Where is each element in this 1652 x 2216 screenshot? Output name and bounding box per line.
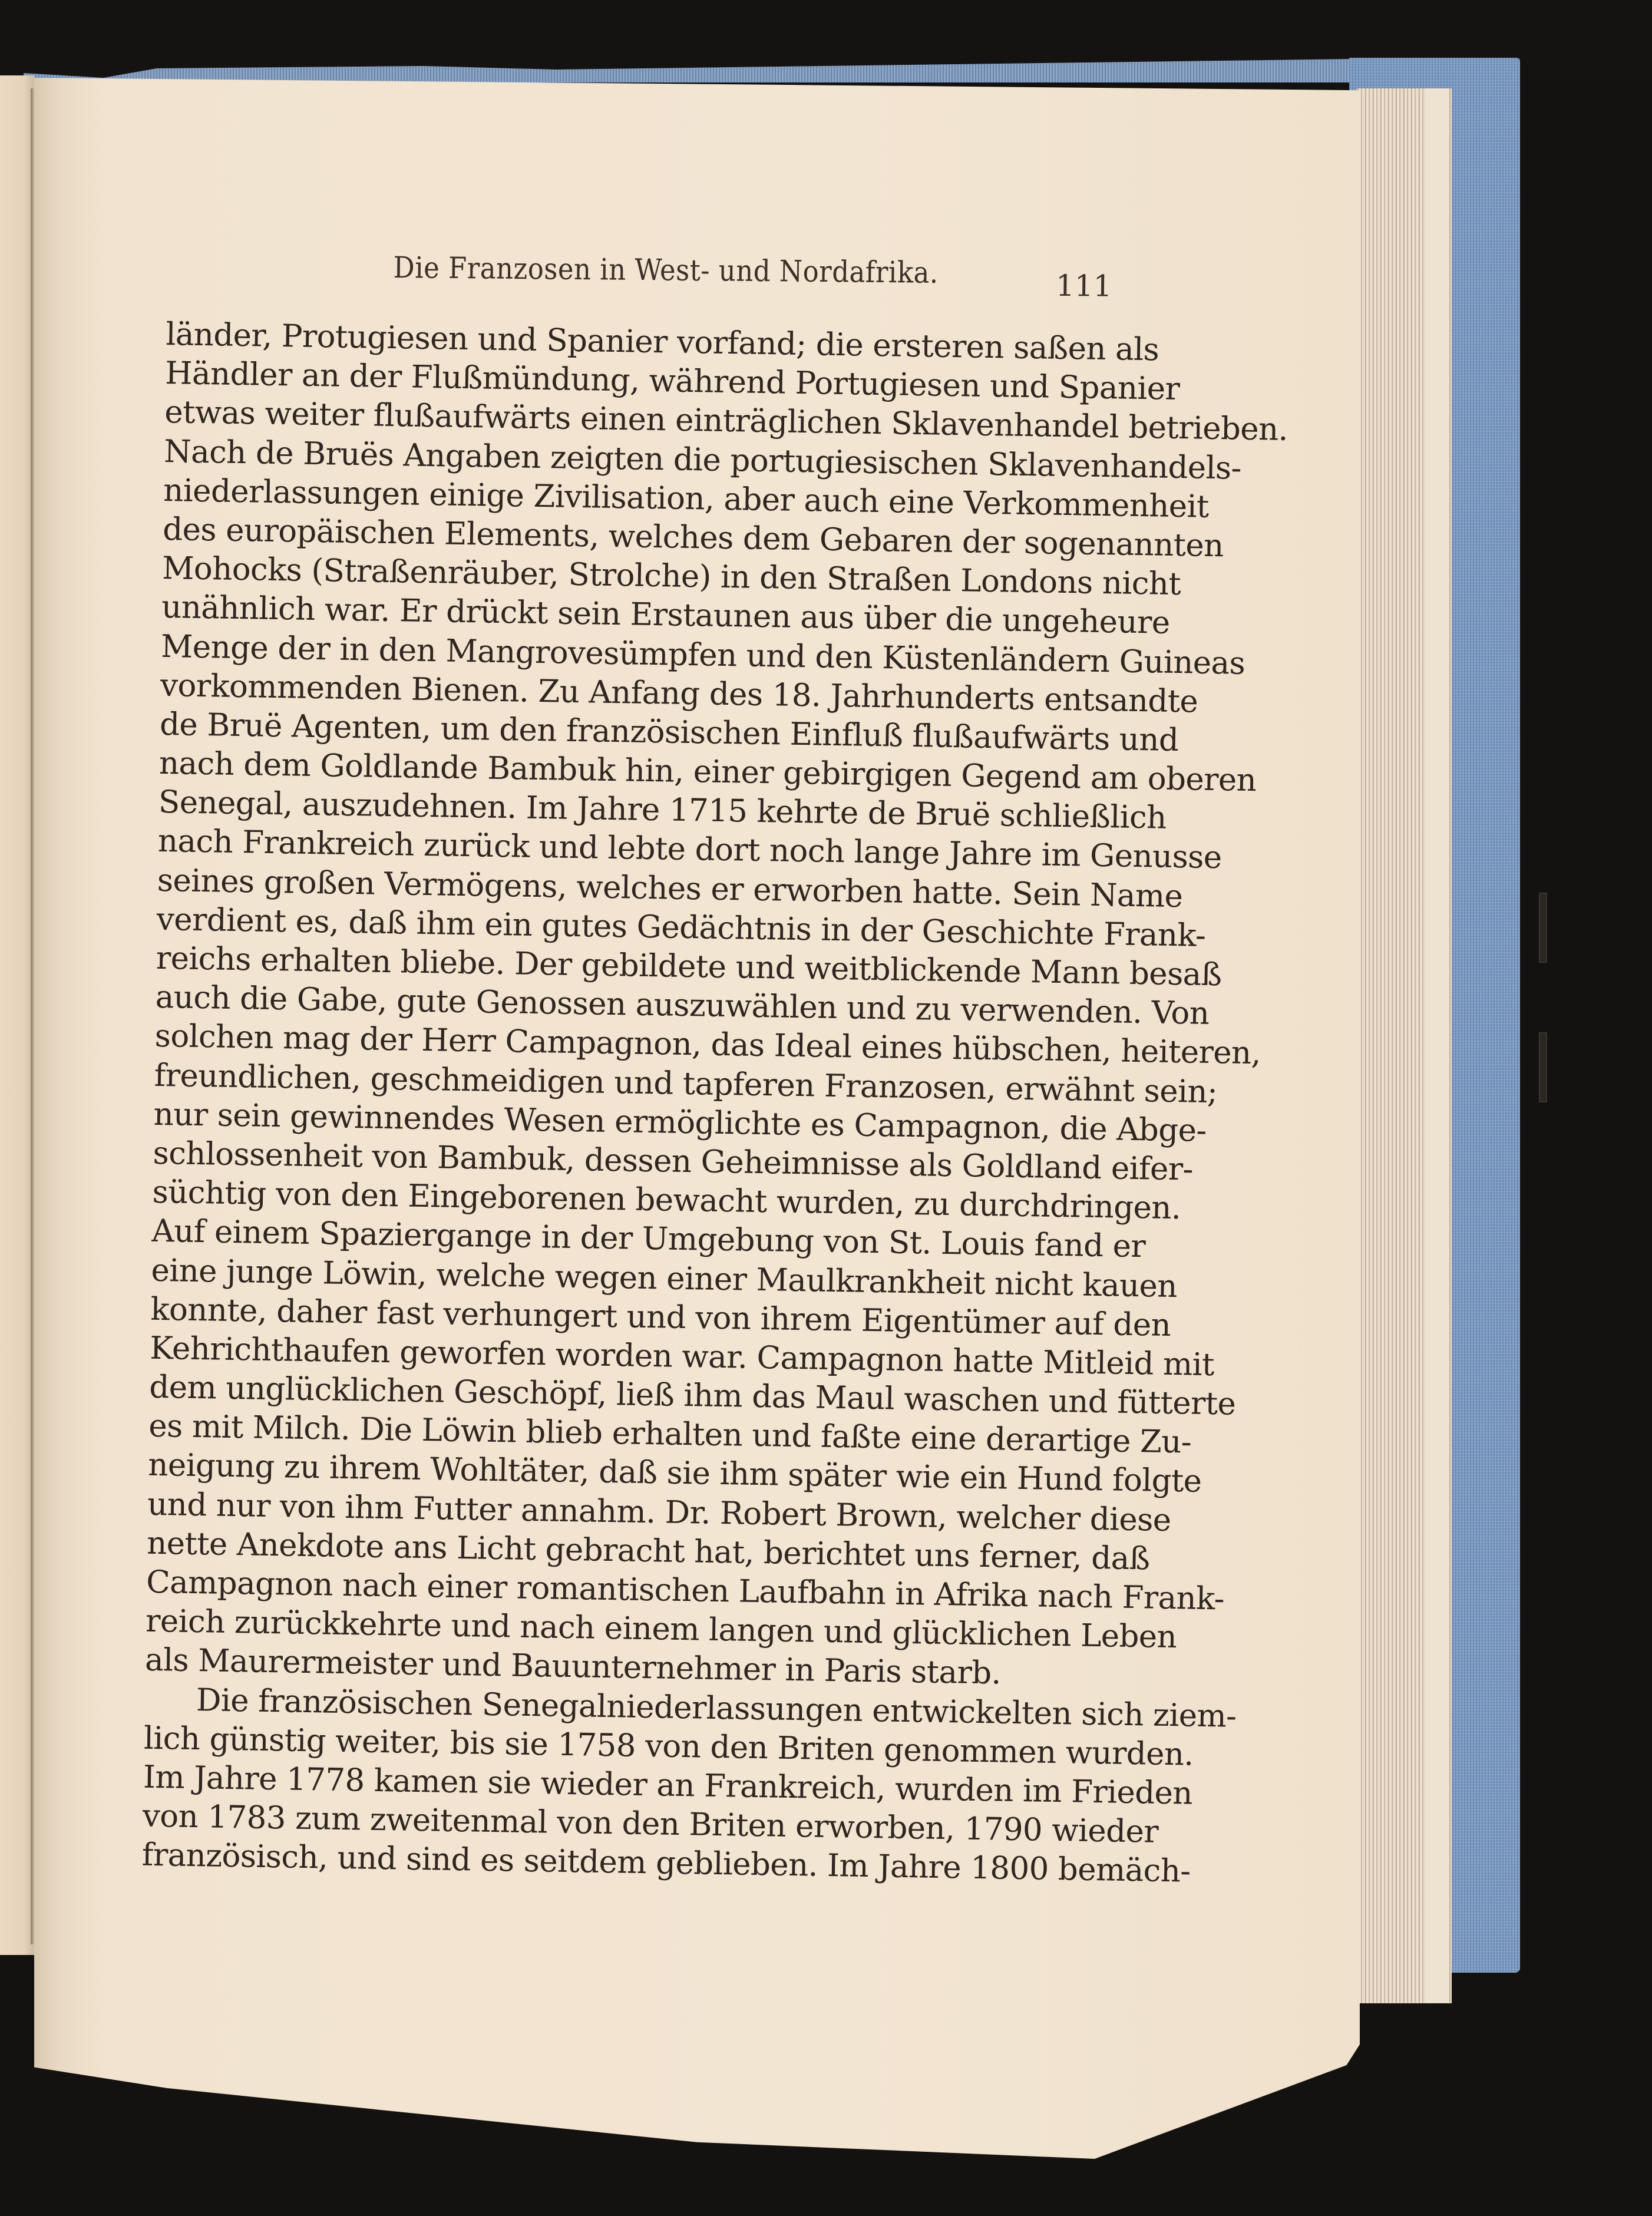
text-line: Menge der in den Mangrovesümpfen und den Küstenländern Guineas — [160, 628, 1245, 682]
page-number: 111 — [1055, 268, 1112, 303]
text-line: nur sein gewinnendes Wesen ermöglichte es Campagnon, die Abge- — [153, 1096, 1207, 1149]
text-line: eine junge Löwin, welche wegen einer Maulkrankheit nicht kauen — [151, 1252, 1178, 1304]
page-stack-outer-edge — [1426, 88, 1449, 2003]
text-line: freundlichen, geschmeidigen und tapferen Franzosen, erwähnt sein; — [154, 1057, 1218, 1110]
text-line: Im Jahre 1778 kamen sie wieder an Frankreich, wurden im Frieden — [143, 1759, 1193, 1812]
text-line: lich günstig weiter, bis sie 1758 von den Briten genommen wurden. — [143, 1720, 1194, 1773]
text-line: Nach de Bruës Angaben zeigten die portugiesischen Sklavenhandels- — [163, 433, 1242, 487]
text-line: niederlassungen einige Zivilisation, aber auch eine Verkommenheit — [163, 472, 1210, 525]
running-title: Die Franzosen in West- und Nordafrika. — [393, 250, 939, 290]
text-line: dem unglücklichen Geschöpf, ließ ihm das Maul waschen und fütterte — [148, 1369, 1236, 1422]
left-page-fragment — [0, 75, 34, 1955]
text-line: solchen mag der Herr Campagnon, das Ideal eines hübschen, heiteren, — [154, 1018, 1261, 1072]
text-line: des europäischen Elements, welches dem Gebaren der sogenannten — [162, 511, 1224, 564]
text-line: neigung zu ihrem Wohltäter, daß sie ihm später wie ein Hund folgte — [147, 1447, 1202, 1500]
text-line: schlossenheit von Bambuk, dessen Geheimnisse als Goldland eifer- — [153, 1135, 1194, 1188]
text-line: nette Anekdote ans Licht gebracht hat, berichtet uns ferner, daß — [146, 1525, 1150, 1577]
text-line: französisch, und sind es seitdem geblieben. Im Jahre 1800 bemäch- — [141, 1837, 1191, 1890]
text-line: Senegal, auszudehnen. Im Jahre 1715 kehrte de Bruë schließlich — [158, 784, 1167, 837]
text-line: Mohocks (Straßenräuber, Strolche) in den Straßen Londons nicht — [161, 550, 1181, 603]
text-line: auch die Gabe, gute Genossen auszuwählen und zu verwenden. Von — [155, 979, 1210, 1032]
text-line: Kehrichthaufen geworfen worden war. Campagnon hatte Mitleid mit — [149, 1330, 1215, 1383]
text-line: verdient es, daß ihm ein gutes Gedächtnis in der Geschichte Frank- — [156, 901, 1206, 954]
text-line: und nur von ihm Futter annahm. Dr. Robert Brown, welcher diese — [147, 1486, 1172, 1538]
text-line: Auf einem Spaziergange in der Umgebung von St. Louis fand er — [151, 1213, 1146, 1265]
text-line: reich zurückkehrte und nach einem langen und glücklichen Leben — [145, 1603, 1177, 1656]
text-line: seines großen Vermögens, welches er erworben hatte. Sein Name — [157, 862, 1183, 914]
text-line: etwas weiter flußaufwärts einen einträglichen Sklavenhandel betrieben. — [164, 394, 1288, 448]
shelf-mark — [1539, 1032, 1547, 1102]
text-line: es mit Milch. Die Löwin blieb erhalten und faßte eine derartige Zu- — [148, 1408, 1192, 1461]
text-line: Campagnon nach einer romantischen Laufbahn in Afrika nach Frank- — [146, 1564, 1225, 1617]
paragraph-end-line: als Maurermeister und Bauunternehmer in Paris starb. — [144, 1642, 1002, 1692]
text-line: süchtig von den Eingeborenen bewacht wurden, zu durchdringen. — [152, 1174, 1181, 1227]
running-header — [393, 250, 1112, 305]
text-line: de Bruë Agenten, um den französischen Einfluß flußaufwärts und — [159, 706, 1179, 758]
text-line: reichs erhalten bliebe. Der gebildete und weitblickende Mann besaß — [156, 940, 1222, 993]
body-text — [141, 315, 1288, 1890]
text-line: nach Frankreich zurück und lebte dort noch lange Jahre im Genusse — [157, 823, 1223, 876]
paragraph-start-line: Die französischen Senegalniederlassungen entwickelten sich ziem- — [196, 1682, 1237, 1735]
text-line: nach dem Goldlande Bambuk hin, einer gebirgigen Gegend am oberen — [158, 745, 1257, 799]
text-line: von 1783 zum zweitenmal von den Briten erworben, 1790 wieder — [142, 1798, 1159, 1850]
text-line: länder, Protugiesen und Spanier vorfand; die ersteren saßen als — [166, 316, 1159, 368]
shelf-mark — [1539, 893, 1547, 963]
text-line: Händler an der Flußmündung, während Portugiesen und Spanier — [164, 355, 1180, 408]
gutter-fold — [31, 88, 34, 1944]
text-line: vorkommenden Bienen. Zu Anfang des 18. Jahrhunderts entsandte — [160, 667, 1198, 720]
text-line: konnte, daher fast verhungert und von ihrem Eigentümer auf den — [150, 1291, 1171, 1343]
text-line: unähnlich war. Er drückt sein Erstaunen aus über die ungeheure — [161, 589, 1170, 642]
